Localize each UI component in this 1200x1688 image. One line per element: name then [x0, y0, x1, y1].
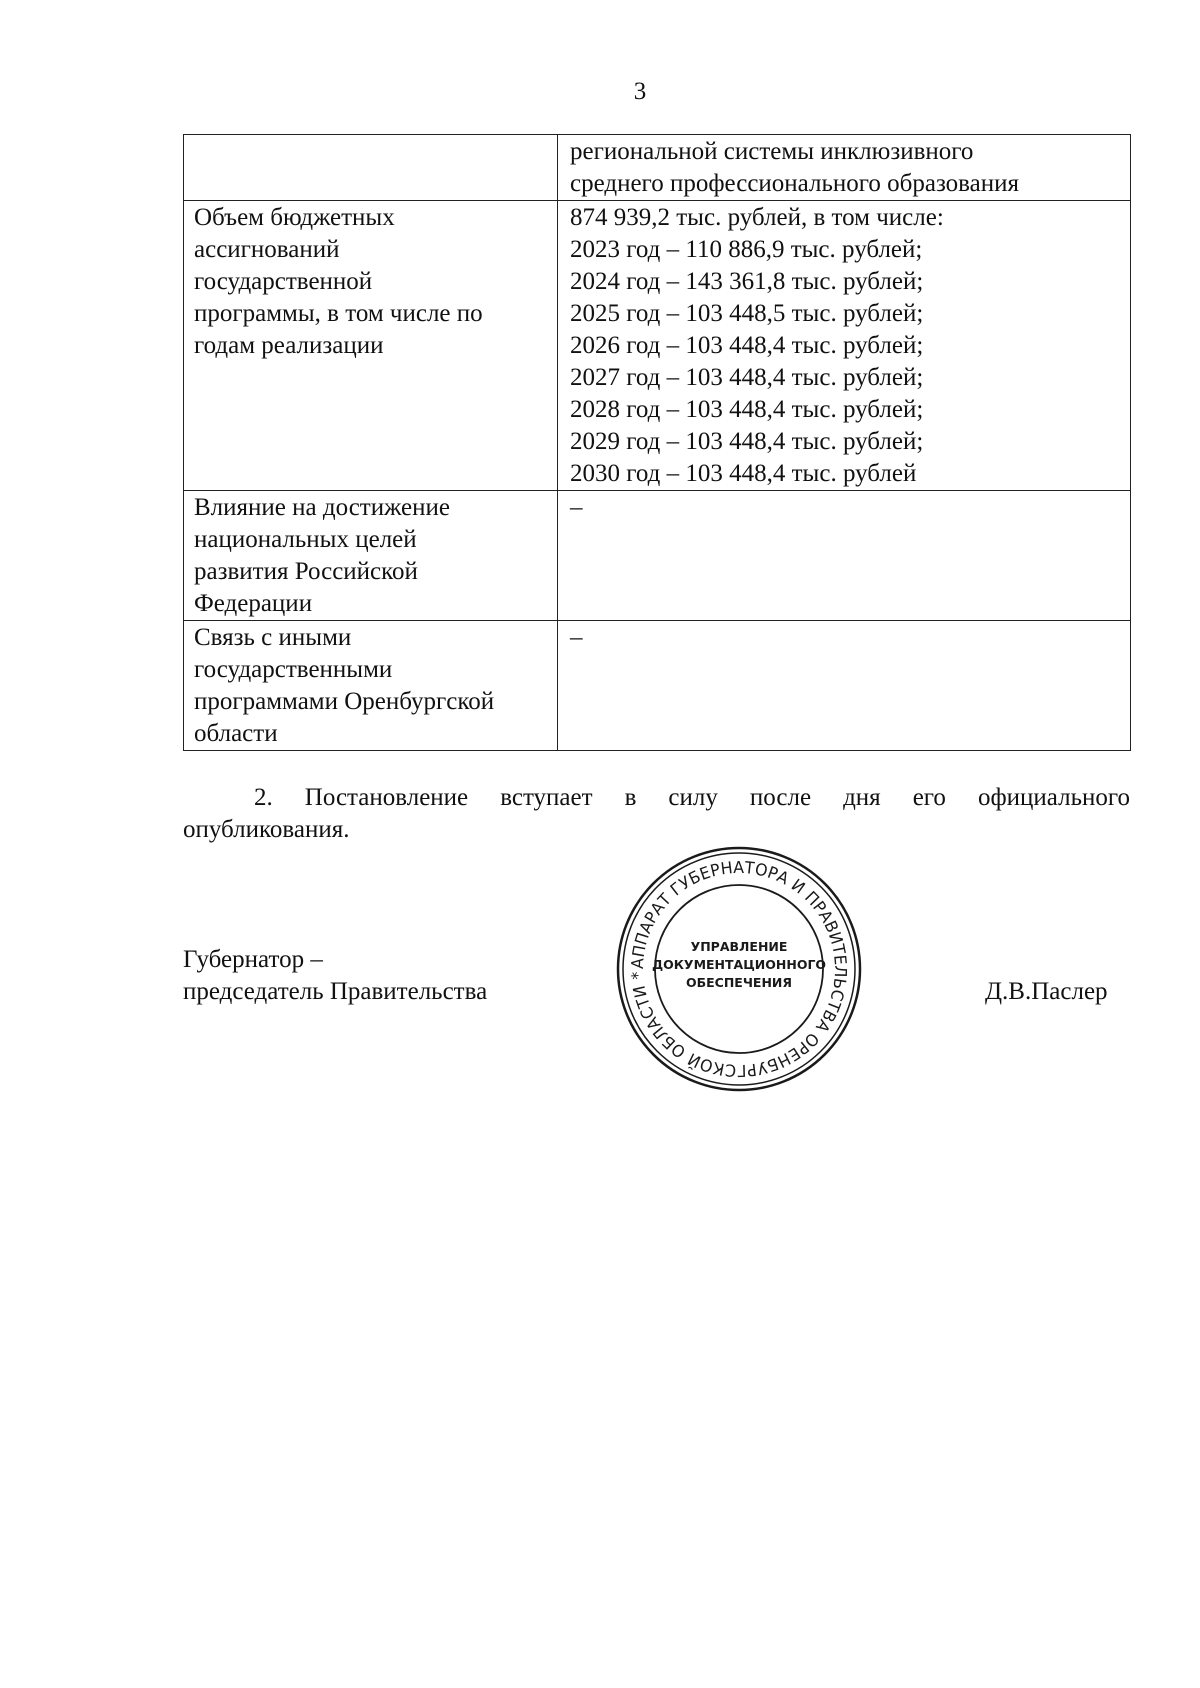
row-value-line: среднего профессионального образования [570, 170, 1020, 197]
row-value-line: 2030 год – 103 448,4 тыс. рублей [570, 460, 917, 487]
signatory-position-line-1: Губернатор – [183, 946, 323, 973]
table-row [184, 491, 1131, 621]
row-value-line: 874 939,2 тыс. рублей, в том числе: [570, 204, 944, 231]
row-value-cell [558, 491, 1131, 621]
seal-center-line-3: ОБЕСПЕЧЕНИЯ [685, 975, 793, 990]
row-value-line: 2027 год – 103 448,4 тыс. рублей; [570, 364, 924, 391]
official-seal-stamp [614, 844, 864, 1094]
clause-line-2: опубликования. [183, 816, 350, 843]
signatory-position-line-2: председатель Правительства [183, 978, 488, 1005]
table-row [184, 201, 1131, 491]
row-label-line: Федерации [194, 590, 313, 617]
seal-center-line-1: УПРАВЛЕНИЕ [690, 939, 788, 954]
row-value-line: 2024 год – 143 361,8 тыс. рублей; [570, 268, 924, 295]
table-row [184, 621, 1131, 751]
row-value-line: 2025 год – 103 448,5 тыс. рублей; [570, 300, 924, 327]
row-value-cell [558, 135, 1131, 201]
signatory-name: Д.В.Паслер [985, 978, 1108, 1005]
clause-2 [183, 782, 1130, 846]
clause-line-1: 2. Постановление вступает в силу после дня его официального [254, 784, 1130, 811]
row-label-cell [184, 491, 558, 621]
row-label-line: развития Российской [194, 558, 418, 585]
signatory-position [183, 944, 487, 1008]
row-label-line: области [194, 720, 278, 747]
row-label-cell [184, 201, 558, 491]
row-value-line: – [570, 624, 583, 651]
row-label-line: годам реализации [194, 332, 384, 359]
row-label-line: государственными [194, 656, 393, 683]
row-label-line: Связь с иными [194, 624, 352, 651]
row-label-cell [184, 135, 558, 201]
row-label-line: программы, в том числе по [194, 300, 483, 327]
seal-center-line-2: ДОКУМЕНТАЦИОННОГО [651, 957, 827, 972]
table-row [184, 135, 1131, 201]
program-passport-table [183, 134, 1131, 751]
row-label-line: Влияние на достижение [194, 494, 450, 521]
row-value-line: 2023 год – 110 886,9 тыс. рублей; [570, 236, 923, 263]
row-label-line: Объем бюджетных [194, 204, 395, 231]
row-label-cell [184, 621, 558, 751]
row-label-line: национальных целей [194, 526, 417, 553]
row-value-line: – [570, 494, 583, 521]
row-value-line: региональной системы инклюзивного [570, 138, 974, 165]
row-value-cell [558, 621, 1131, 751]
row-value-line: 2026 год – 103 448,4 тыс. рублей; [570, 332, 924, 359]
row-value-line: 2028 год – 103 448,4 тыс. рублей; [570, 396, 924, 423]
page-number: 3 [633, 78, 647, 105]
row-value-line: 2029 год – 103 448,4 тыс. рублей; [570, 428, 924, 455]
row-label-line: ассигнований [194, 236, 340, 263]
row-label-line: программами Оренбургской [194, 688, 495, 715]
row-value-cell [558, 201, 1131, 491]
seal-outer-text: АППАРАТ ГУБЕРНАТОРА И ПРАВИТЕЛЬСТВА ОРЕНБУРГСКОЙ ОБЛАСТИ * [627, 857, 851, 1081]
row-label-line: государственной [194, 268, 373, 295]
